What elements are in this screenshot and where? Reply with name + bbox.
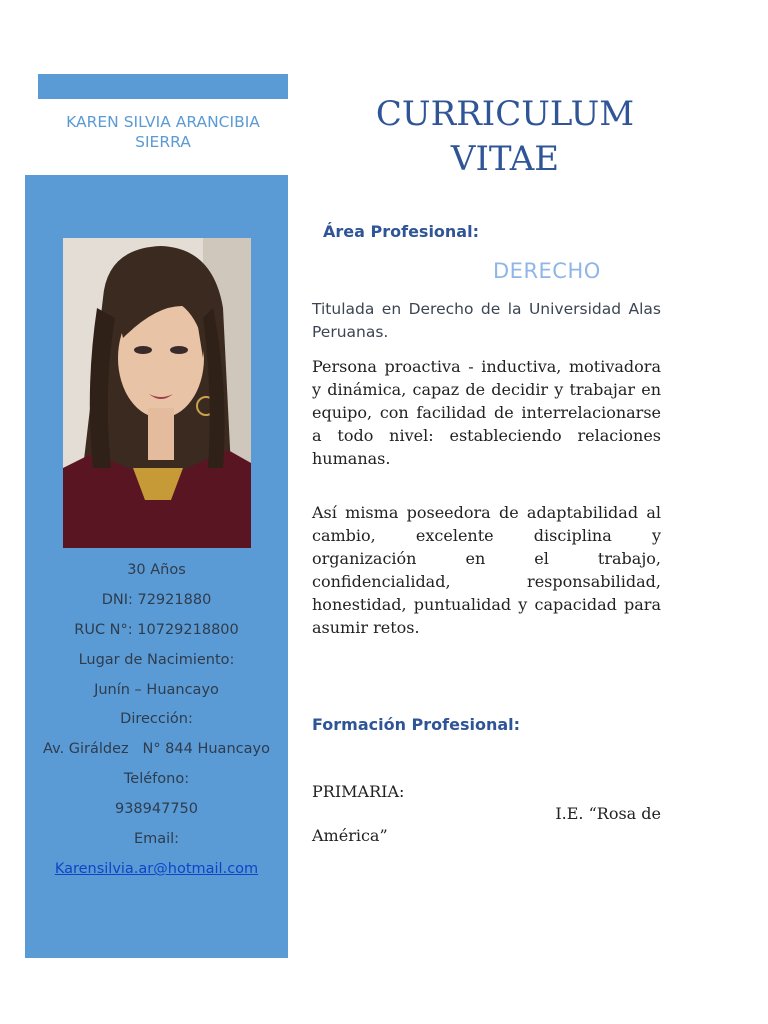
primaria-school-line2: América” (312, 826, 388, 845)
summary-skills: Así misma poseedora de adaptabilidad al cambio, excelente disciplina y organización en el trabajo, confidencialidad, responsabilidad, honestidad, puntualidad y capacidad para asumir retos. (312, 503, 661, 637)
area-value: DERECHO (493, 259, 601, 283)
email-link[interactable]: Karensilvia.ar@hotmail.com (54, 860, 259, 877)
profile-photo-image (63, 238, 251, 548)
birthplace-value: Junín – Huancayo (94, 681, 219, 698)
phone-value: 938947750 (114, 801, 199, 818)
summary-degree: Titulada en Derecho de la Universidad Alas Peruanas. (312, 300, 661, 341)
dni-text: DNI: 72921880 (101, 591, 212, 608)
ruc-text: RUC N°: 10729218800 (74, 621, 239, 638)
birthplace-label: Lugar de Nacimiento: (78, 651, 235, 668)
sidebar-top-bar (38, 74, 288, 99)
personal-info (25, 556, 288, 885)
profile-photo (63, 238, 251, 548)
page-title: CURRICULUM VITAE (375, 94, 635, 179)
address-value: Av. Giráldez N° 844 Huancayo (43, 741, 270, 758)
area-heading: Área Profesional: (323, 222, 479, 241)
primaria-school-line1: I.E. “Rosa de (555, 804, 661, 823)
formation-heading: Formación Profesional: (312, 715, 521, 734)
phone-label: Teléfono: (123, 771, 190, 788)
address-label: Dirección: (120, 711, 193, 728)
summary-profile: Persona proactiva - inductiva, motivadora y dinámica, capaz de decidir y trabajar en equipo, con facilidad de interrelacionarse a todo nivel: estableciendo relaciones humanas. (312, 357, 661, 468)
primaria-label: PRIMARIA: (312, 782, 405, 801)
age-text: 30 Años (127, 562, 186, 578)
email-label: Email: (133, 831, 180, 848)
candidate-name: KAREN SILVIA ARANCIBIA SIERRA (66, 113, 260, 151)
